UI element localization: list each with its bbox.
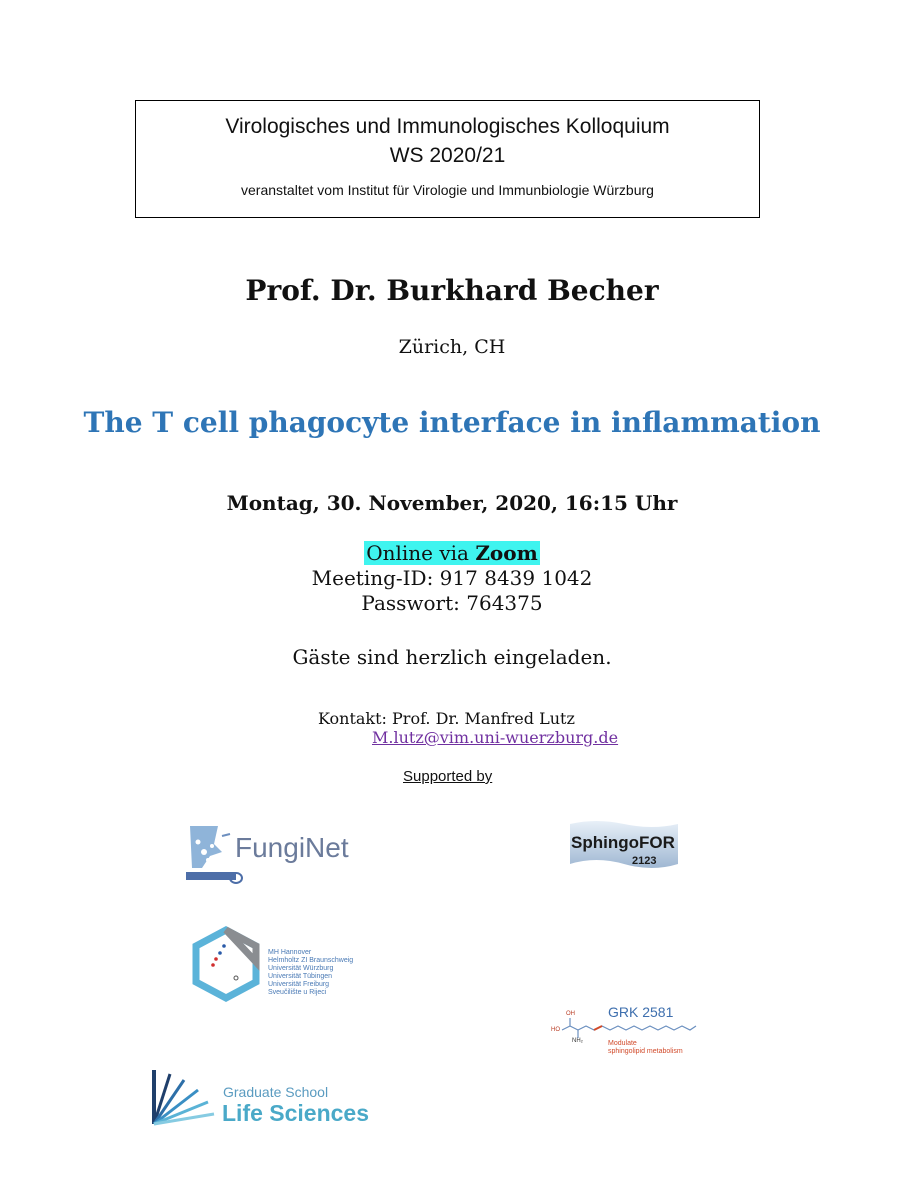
hexagon-emblem-icon xyxy=(190,926,262,1002)
speaker-name: Prof. Dr. Burkhard Becher xyxy=(245,274,659,307)
grk-subtitle-line1: Modulate xyxy=(608,1040,637,1047)
colloquium-header-box xyxy=(135,100,760,218)
online-platform: Zoom xyxy=(475,541,538,565)
meeting-id: Meeting-ID: 917 8439 1042 xyxy=(311,566,593,590)
grk-wordmark: GRK 2581 xyxy=(608,1004,674,1020)
online-prefix: Online via xyxy=(366,541,476,565)
supported-by-label: Supported by xyxy=(403,768,493,785)
consortium-logo xyxy=(190,926,370,1002)
grk-subtitle-line2: sphingolipid metabolism xyxy=(608,1048,683,1055)
gsls-rays-icon xyxy=(148,1066,220,1130)
consortium-partner-list xyxy=(268,949,353,997)
online-highlight xyxy=(364,541,540,565)
sphingofor-number: 2123 xyxy=(632,855,657,867)
meeting-password: Passwort: 764375 xyxy=(361,591,543,615)
grk-chem-oh: OH xyxy=(566,1011,575,1017)
grk-chem-nh2: NH₂ xyxy=(572,1038,583,1044)
talk-title: The T cell phagocyte interface in inflammation xyxy=(83,406,821,439)
funginet-wordmark: FungiNet xyxy=(235,832,349,863)
partner-line: Universität Freiburg xyxy=(268,981,330,988)
sphingofor-wordmark: SphingoFOR xyxy=(571,833,675,852)
speaker-location: Zürich, CH xyxy=(398,336,506,358)
colloquium-title: Virologisches und Immunologisches Kolloquium xyxy=(225,115,670,138)
partner-line: Sveučilište u Rijeci xyxy=(268,989,327,996)
talk-date: Montag, 30. November, 2020, 16:15 Uhr xyxy=(226,491,678,515)
gsls-line2: Life Sciences xyxy=(222,1100,370,1126)
sphingofor-logo xyxy=(566,818,682,874)
contact-label: Kontakt: Prof. Dr. Manfred Lutz xyxy=(318,709,575,728)
gsls-line1: Graduate School xyxy=(223,1084,329,1100)
grk-logo xyxy=(548,1004,698,1062)
contact-email-link[interactable]: M.lutz@vim.uni-wuerzburg.de xyxy=(372,728,619,747)
online-line xyxy=(0,541,904,565)
partner-line: MH Hannover xyxy=(268,949,312,956)
funginet-logo xyxy=(184,822,374,890)
partner-line: Helmholtz ZI Braunschweig xyxy=(268,957,354,964)
grk-chem-ho: HO xyxy=(551,1027,560,1033)
partner-line: Universität Tübingen xyxy=(268,973,333,980)
organizer-line: veranstaltet vom Institut für Virologie und Immunbiologie Würzburg xyxy=(241,182,654,198)
semester-label: WS 2020/21 xyxy=(389,144,506,167)
partner-line: Universität Würzburg xyxy=(268,965,334,972)
gsls-logo xyxy=(148,1066,388,1130)
guests-welcome: Gäste sind herzlich eingeladen. xyxy=(292,645,612,669)
